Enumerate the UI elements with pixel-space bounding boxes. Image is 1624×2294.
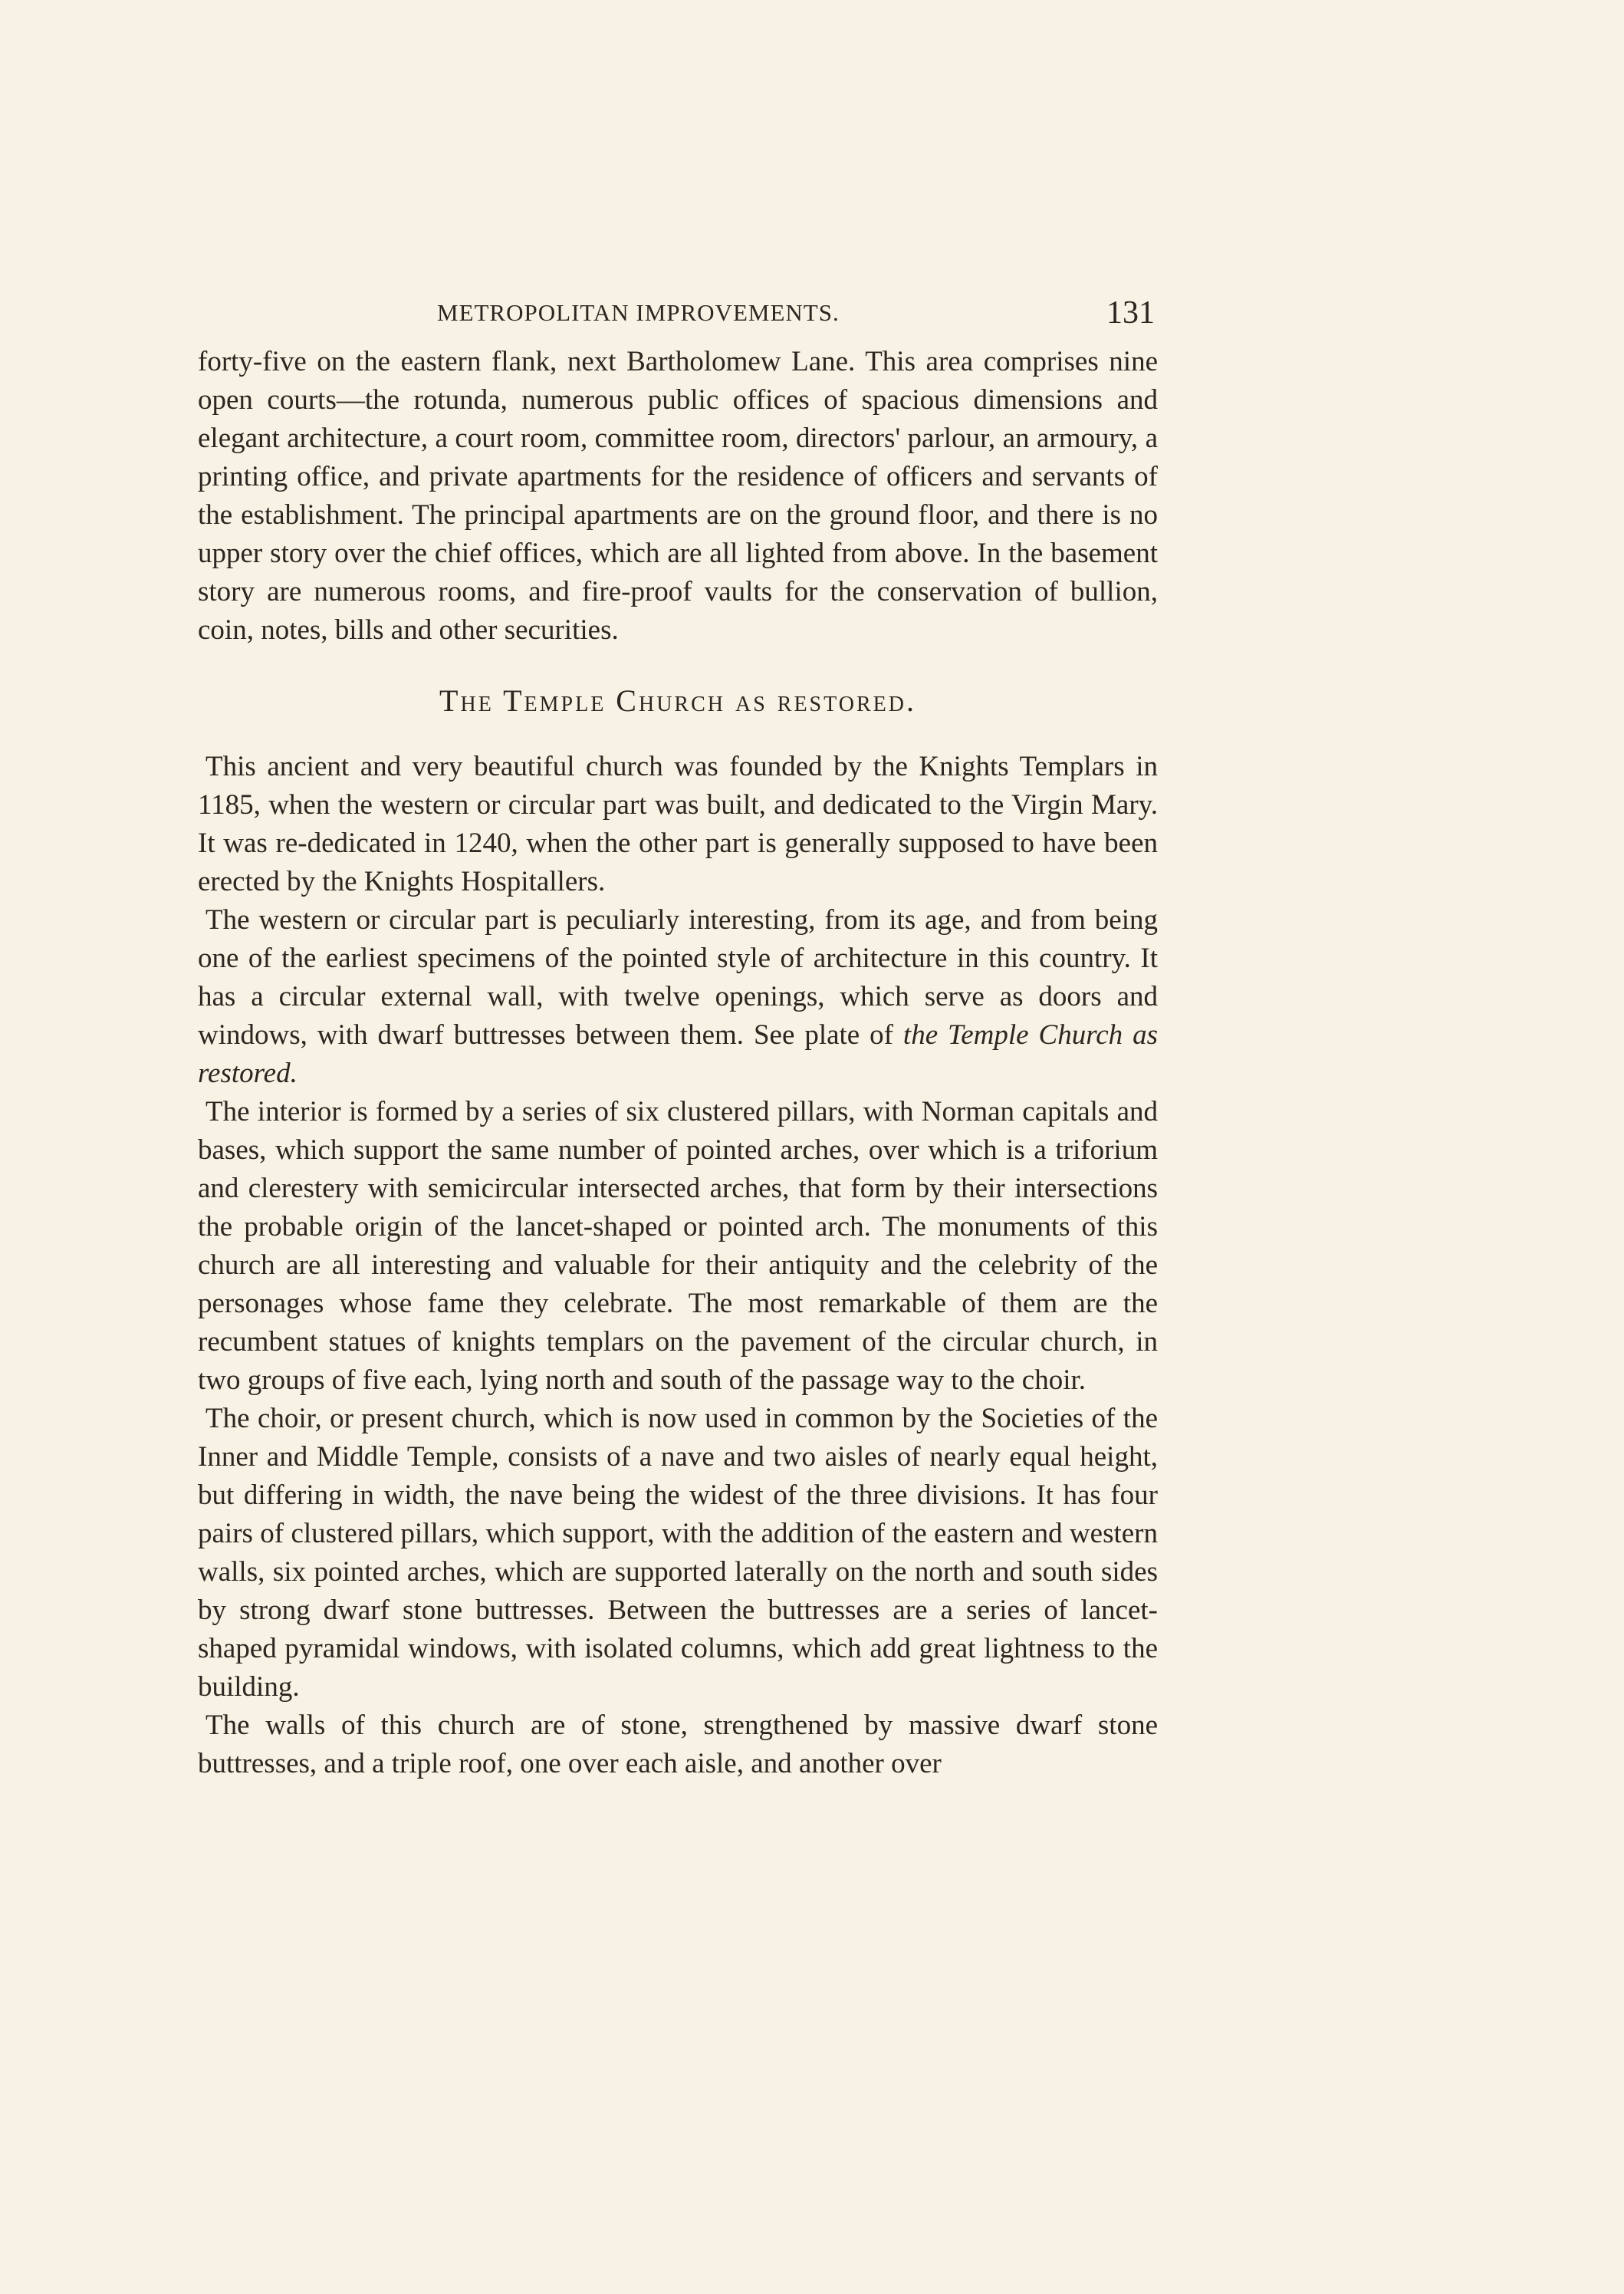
section-heading: The Temple Church as restored. <box>439 683 916 718</box>
body-text <box>198 343 1158 1783</box>
paragraph-choir: The choir, or present church, which is now used in common by the Societies of the Inner and Middle Temple, consists of a nave and two aisles of nearly equal height, but differing in width, the nave being the widest of the three divisions. It has four pairs of clustered pillars, which support, with the addition of the eastern and western walls, six pointed arches, which are supported laterally on the north and south sides by strong dwarf stone buttresses. Between the buttresses are a series of lancet-shaped pyramidal windows, with isolated columns, which add great lightness to the building. <box>198 1403 1158 1703</box>
page-number: 131 <box>1106 295 1155 331</box>
paragraph-walls: The walls of this church are of stone, strengthened by massive dwarf stone buttresses, and a triple roof, one over each aisle, and another over <box>198 1710 1158 1779</box>
paragraph-founding: This ancient and very beautiful church was founded by the Knights Templars in 1185, when the western or circular part was built, and dedicated to the Virgin Mary. It was re-dedicated in 1240, when the other part is generally supposed to have been erected by the Knights Hospitallers. <box>198 751 1158 897</box>
paragraph-circular-part-text: The western or circular part is peculiarly interesting, from its age, and from being one of the earliest specimens of the pointed style of architecture in this country. It has a circular external wall, with twelve openings, which serve as doors and windows, with dwarf buttresses between them. See plate of <box>198 904 1158 1051</box>
plate-reference: the Temple Church as restored. <box>198 1019 1158 1089</box>
paragraph-circular-part <box>198 901 1158 1093</box>
page-header <box>198 293 1155 339</box>
paragraph-interior: The interior is formed by a series of six clustered pillars, with Norman capitals and bases, which support the same number of pointed arches, over which is a triforium and clerestery with semicircular intersected arches, that form by their intersections the probable origin of the lancet-shaped or pointed arch. The monuments of this church are all interesting and valuable for their antiquity and the celebrity of the personages whose fame they celebrate. The most remarkable of them are the recumbent statues of knights templars on the pavement of the circular church, in two groups of five each, lying north and south of the passage way to the choir. <box>198 1096 1158 1396</box>
running-head: METROPOLITAN IMPROVEMENTS. <box>437 299 840 326</box>
continuation-paragraph: forty-five on the eastern flank, next Bartholomew Lane. This area comprises nine open courts—the rotunda, numerous public offices of spacious dimensions and elegant architecture, a court room, committee room, directors' parlour, an armoury, a printing office, and private apartments for the residence of officers and servants of the establishment. The principal apartments are on the ground floor, and there is no upper story over the chief offices, which are all lighted from above. In the basement story are numerous rooms, and fire-proof vaults for the conservation of bullion, coin, notes, bills and other securities. <box>198 346 1158 646</box>
